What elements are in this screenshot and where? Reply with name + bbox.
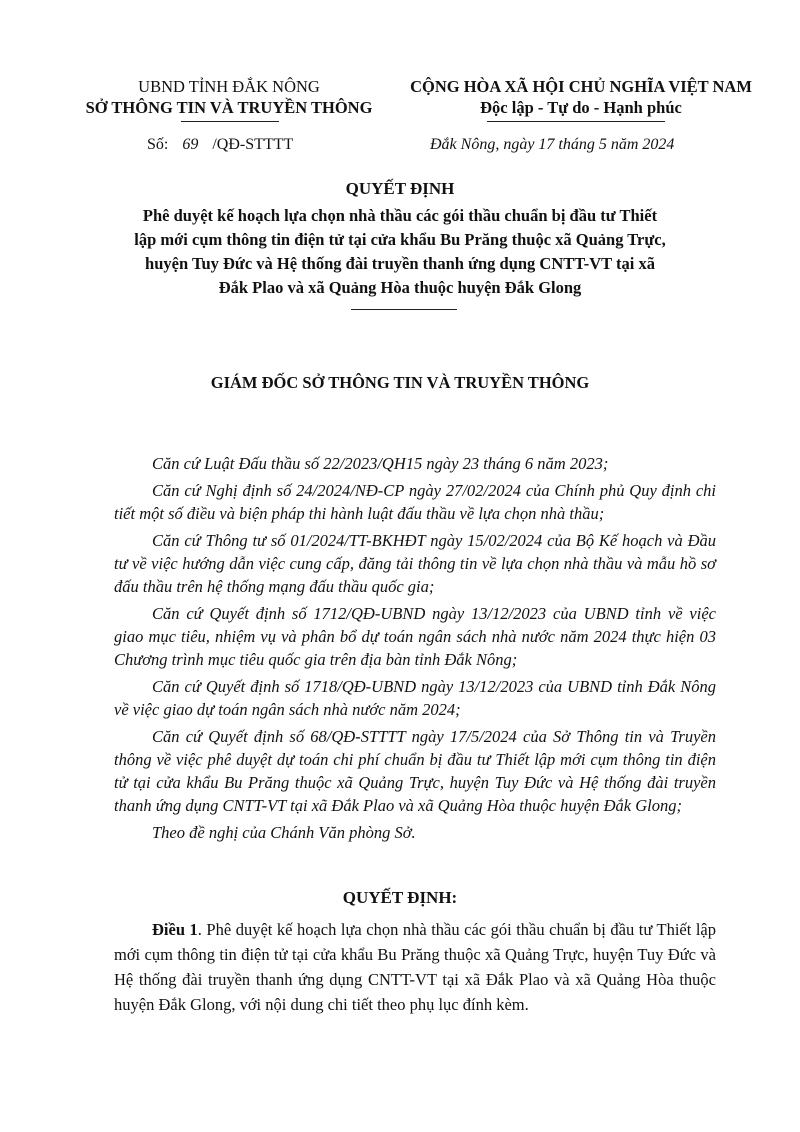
- document-number-suffix: /QĐ-STTTT: [212, 136, 294, 153]
- national-header: [390, 76, 772, 118]
- legal-basis: [114, 452, 716, 848]
- place-date: Đắk Nông, ngày 17 tháng 5 năm 2024: [430, 136, 675, 153]
- legal-basis-item: Căn cứ Quyết định số 1712/QĐ-UBND ngày 13/12/2023 của UBND tỉnh về việc giao mục tiêu, nhiệm vụ và phân bổ dự toán ngân sách nhà nước năm 2024 thực hiện 03 Chương trình mục tiêu quốc gia trên địa bàn tỉnh Đắk Nông;: [114, 604, 716, 669]
- legal-basis-item: Căn cứ Nghị định số 24/2024/NĐ-CP ngày 27/02/2024 của Chính phủ Quy định chi tiết một số điều và biện pháp thi hành luật đấu thầu về lựa chọn nhà thầu;: [114, 481, 716, 523]
- subject-line: lập mới cụm thông tin điện tử tại cửa khẩu Bu Prăng thuộc xã Quảng Trực,: [134, 230, 666, 249]
- issuer-authority: UBND TỈNH ĐẮK NÔNG: [138, 77, 320, 96]
- document-subject: [100, 204, 700, 300]
- title-block: [100, 178, 700, 300]
- article-1: [114, 917, 716, 1017]
- motto-underline: [487, 121, 665, 122]
- issuer-department: SỞ THÔNG TIN VÀ TRUYỀN THÔNG: [85, 98, 373, 117]
- legal-basis-item: Căn cứ Quyết định số 68/QĐ-STTTT ngày 17/5/2024 của Sở Thông tin và Truyền thông về việc phê duyệt dự toán chi phí chuẩn bị đầu tư Thiết lập mới cụm thông tin điện tử tại cửa khẩu Bu Prăng thuộc xã Quảng Trực, huyện Tuy Đức và Hệ thống đài truyền thanh ứng dụng CNTT-VT tại xã Đắk Plao và xã Quảng Hòa thuộc huyện Đắk Glong;: [114, 727, 716, 815]
- country-name: CỘNG HÒA XÃ HỘI CHỦ NGHĨA VIỆT NAM: [410, 77, 752, 96]
- legal-basis-item: Theo đề nghị của Chánh Văn phòng Sở.: [152, 823, 416, 842]
- authority-heading: GIÁM ĐỐC SỞ THÔNG TIN VÀ TRUYỀN THÔNG: [210, 373, 590, 392]
- issuer-header: [70, 76, 388, 118]
- decision-heading: QUYẾT ĐỊNH:: [342, 888, 458, 907]
- document-number: [147, 136, 293, 154]
- title-underline: [351, 309, 457, 310]
- document-title: QUYẾT ĐỊNH: [345, 179, 455, 198]
- national-motto: Độc lập - Tự do - Hạnh phúc: [480, 98, 682, 117]
- subject-line: Phê duyệt kế hoạch lựa chọn nhà thầu các gói thầu chuẩn bị đầu tư Thiết: [142, 206, 658, 225]
- issuer-underline: [181, 121, 279, 122]
- legal-basis-item: Căn cứ Quyết định số 1718/QĐ-UBND ngày 13/12/2023 của UBND tỉnh Đắk Nông về việc giao dự toán ngân sách nhà nước năm 2024;: [114, 677, 716, 719]
- subject-line: Đắk Plao và xã Quảng Hòa thuộc huyện Đắk Glong: [218, 278, 582, 297]
- subject-line: huyện Tuy Đức và Hệ thống đài truyền thanh ứng dụng CNTT-VT tại xã: [145, 254, 655, 273]
- document-number-value: 69: [182, 136, 199, 153]
- document-number-label: Số:: [147, 136, 169, 153]
- article-1-text: . Phê duyệt kế hoạch lựa chọn nhà thầu các gói thầu chuẩn bị đầu tư Thiết lập mới cụm thông tin điện tử tại cửa khẩu Bu Prăng thuộc xã Quảng Trực, huyện Tuy Đức và Hệ thống đài truyền thanh ứng dụng CNTT-VT tại xã Đắk Plao và xã Quảng Hòa thuộc huyện Đắk Glong, với nội dung chi tiết theo phụ lục đính kèm.: [114, 920, 717, 1014]
- legal-basis-item: Căn cứ Thông tư số 01/2024/TT-BKHĐT ngày 15/02/2024 của Bộ Kế hoạch và Đầu tư về việc hướng dẫn việc cung cấp, đăng tải thông tin về lựa chọn nhà thầu và mẫu hồ sơ đấu thầu trên hệ thống mạng đấu thầu quốc gia;: [114, 531, 716, 596]
- article-1-label: Điều 1: [152, 920, 198, 939]
- legal-basis-item: Căn cứ Luật Đấu thầu số 22/2023/QH15 ngày 23 tháng 6 năm 2023;: [152, 454, 609, 473]
